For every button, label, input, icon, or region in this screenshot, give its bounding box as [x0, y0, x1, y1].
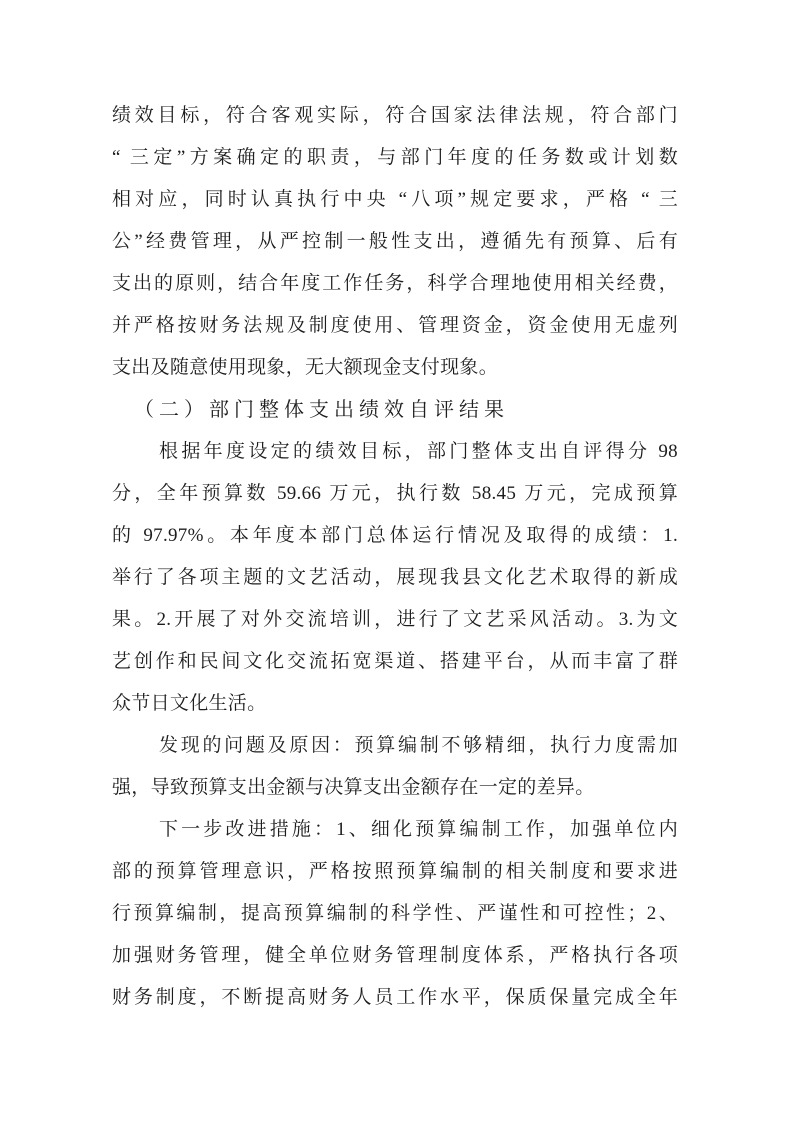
text-line: 支出的原则，结合年度工作任务，科学合理地使用相关经费，	[112, 273, 678, 294]
document-text-block	[112, 95, 678, 1019]
paragraph-performance-goals-continued	[112, 95, 678, 389]
text-line: 并严格按财务法规及制度使用、管理资金，资金使用无虚列	[112, 315, 678, 336]
text-line: 财务制度，不断提高财务人员工作水平，保质保量完成全年	[112, 987, 678, 1008]
text-line: 相对应，同时认真执行中央 “八项”规定要求，严格 “ 三	[112, 189, 678, 210]
text-line: 举行了各项主题的文艺活动，展现我县文化艺术取得的新成	[112, 567, 678, 588]
text-line: 发现的问题及原因：预算编制不够精细，执行力度需加	[159, 735, 678, 756]
text-line: 绩效目标，符合客观实际，符合国家法律法规，符合部门	[112, 105, 678, 126]
text-line: 强，导致预算支出金额与决算支出金额存在一定的差异。	[112, 777, 595, 798]
text-line: 的 97.97%。本年度本部门总体运行情况及取得的成绩：1.	[112, 525, 678, 546]
text-line: 支出及随意使用现象，无大额现金支付现象。	[112, 357, 499, 378]
paragraph-self-evaluation-result	[112, 431, 678, 725]
text-line: 众节日文化生活。	[112, 693, 267, 714]
text-line: “ 三定”方案确定的职责，与部门年度的任务数或计划数	[112, 147, 678, 168]
text-line: 下一步改进措施：1、细化预算编制工作，加强单位内	[159, 819, 678, 840]
text-line: 公”经费管理，从严控制一般性支出，遵循先有预算、后有	[112, 231, 678, 252]
text-line: 果。2.开展了对外交流培训，进行了文艺采风活动。3.为文	[112, 609, 678, 630]
text-line: 部的预算管理意识，严格按照预算编制的相关制度和要求进	[112, 861, 678, 882]
text-line: 行预算编制，提高预算编制的科学性、严谨性和可控性；2、	[112, 903, 678, 924]
text-line: 加强财务管理，健全单位财务管理制度体系，严格执行各项	[112, 945, 678, 966]
paragraph-improvement-measures	[112, 809, 678, 1019]
text-line: 分，全年预算数 59.66 万元，执行数 58.45 万元，完成预算	[112, 483, 678, 504]
text-line: 艺创作和民间文化交流拓宽渠道、搭建平台，从而丰富了群	[112, 651, 678, 672]
text-line: 根据年度设定的绩效目标，部门整体支出自评得分 98	[159, 441, 678, 462]
text-line: （二）部门整体支出绩效自评结果	[134, 399, 509, 421]
paragraph-problems-found	[112, 725, 678, 809]
section-heading-2	[112, 389, 678, 431]
